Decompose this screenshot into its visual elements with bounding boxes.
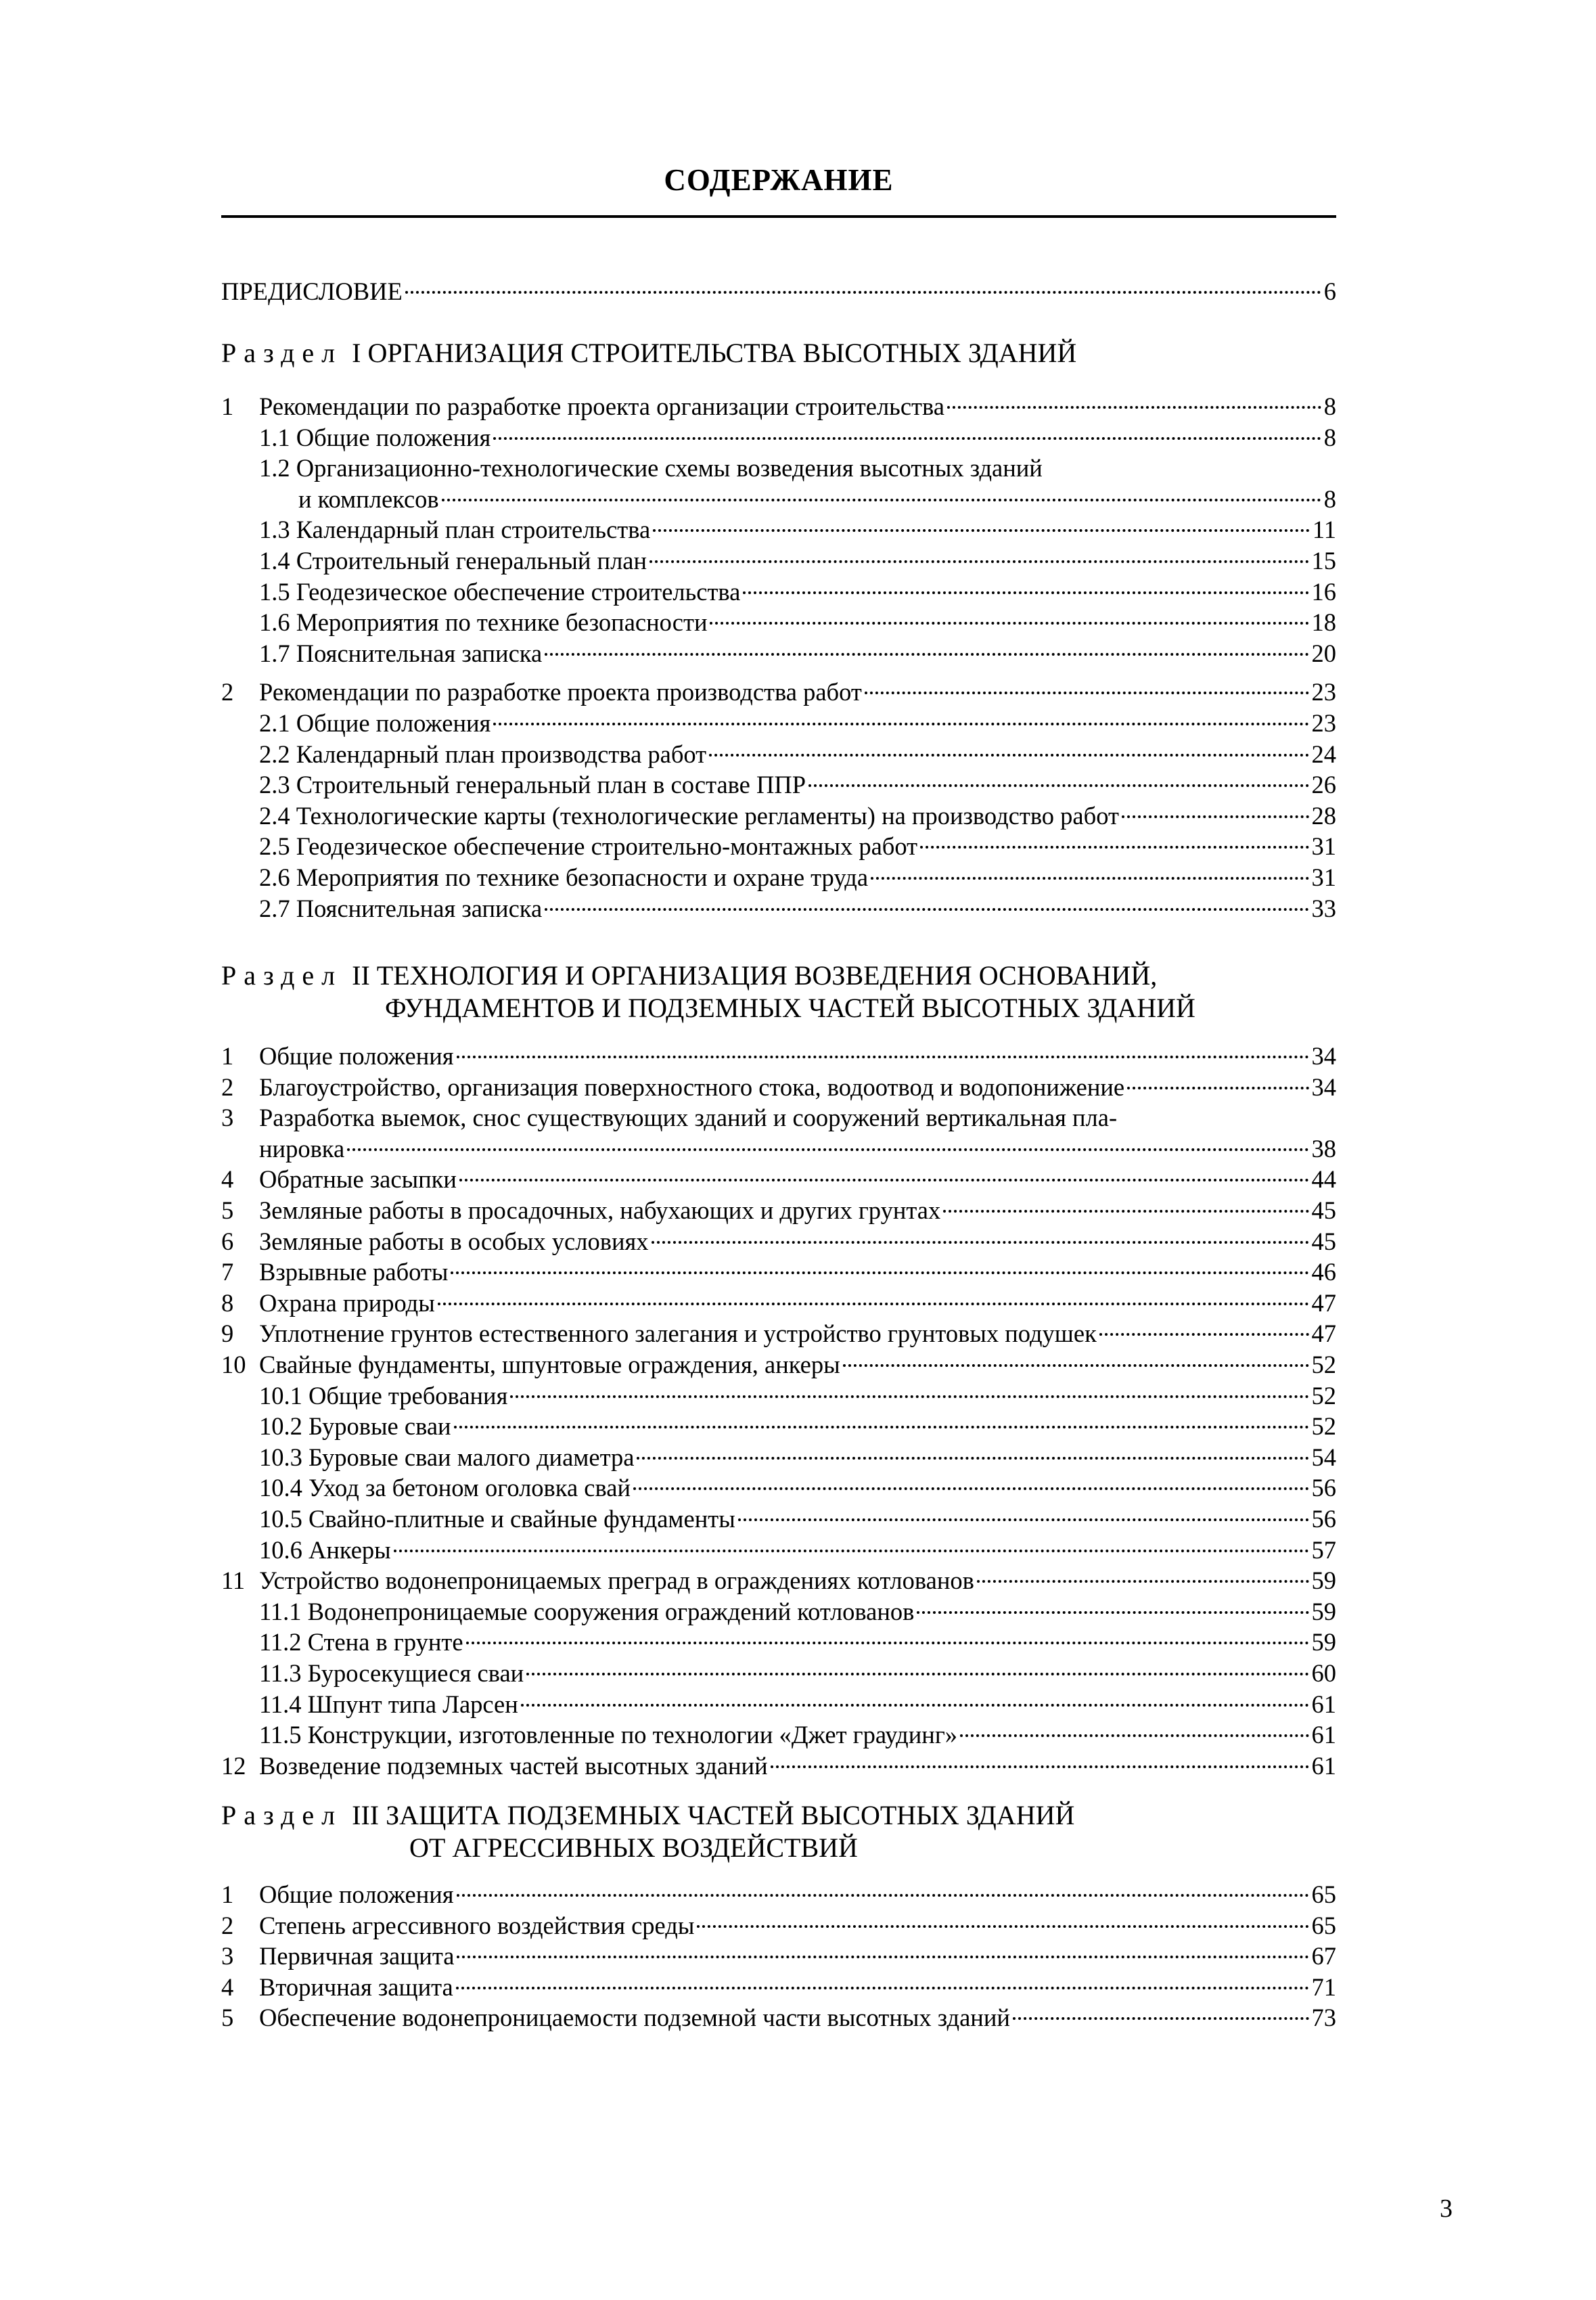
title-rule — [221, 215, 1336, 218]
entry-page: 20 — [1311, 639, 1336, 667]
toc-entry[interactable] — [221, 1719, 1336, 1751]
entry-page: 44 — [1311, 1165, 1336, 1194]
dot-leader — [454, 1426, 1309, 1428]
entry-text: 2.2 Календарный план производства работ — [259, 740, 707, 768]
entry-page: 52 — [1311, 1381, 1336, 1410]
dot-leader — [438, 1303, 1309, 1305]
dot-leader — [459, 1179, 1309, 1181]
entry-number: 7 — [221, 1258, 234, 1286]
dot-leader — [456, 1987, 1309, 1989]
entry-text: 1.7 Пояснительная записка — [259, 639, 543, 667]
toc-entry[interactable] — [221, 1164, 1336, 1195]
entry-page: 61 — [1311, 1751, 1336, 1780]
entry-page: 46 — [1311, 1258, 1336, 1286]
entry-page: 31 — [1311, 863, 1336, 891]
entry-text: 11.1 Водонепроницаемые сооружения ограждений котлованов — [259, 1597, 915, 1625]
entry-page: 52 — [1311, 1351, 1336, 1378]
section-title-line: ОТ АГРЕССИВНЫХ ВОЗДЕЙСТВИЙ — [409, 1832, 858, 1863]
toc-entry[interactable] — [221, 1472, 1336, 1504]
toc-entry-continuation[interactable] — [221, 484, 1336, 515]
entry-number: 6 — [221, 1227, 234, 1255]
entry-page: 61 — [1311, 1721, 1336, 1749]
dot-leader — [442, 499, 1321, 501]
entry-text: Вторичная защита — [259, 1972, 453, 2001]
toc-entry[interactable] — [221, 514, 1336, 545]
entry-text: Первичная защита — [259, 1942, 455, 1970]
section-title-line: ОРГАНИЗАЦИЯ СТРОИТЕЛЬСТВА ВЫСОТНЫХ ЗДАНИЙ — [367, 338, 1077, 368]
toc-entry[interactable] — [221, 1041, 1336, 1072]
entry-page: 24 — [1311, 740, 1336, 768]
toc-entry[interactable] — [221, 1596, 1336, 1627]
entry-number: 1 — [221, 1880, 234, 1908]
toc-entry[interactable] — [221, 1565, 1336, 1596]
entry-text: 1.3 Календарный план строительства — [259, 516, 651, 544]
entry-page: 71 — [1311, 1972, 1336, 2001]
section-heading-1 — [221, 336, 1076, 370]
section-label: Раздел — [221, 338, 343, 368]
entry-page: 23 — [1311, 709, 1336, 737]
entry-page: 8 — [1323, 392, 1336, 420]
toc-entry[interactable] — [221, 677, 1336, 708]
dot-leader — [347, 1148, 1308, 1151]
entry-page: 45 — [1311, 1196, 1336, 1224]
toc-entry-preface[interactable] — [221, 276, 1336, 307]
dot-leader — [738, 1518, 1309, 1521]
dot-leader — [771, 1765, 1309, 1768]
dot-leader — [1013, 2017, 1309, 2020]
entry-text-continuation: нировка — [259, 1134, 345, 1163]
entry-text: 1.2 Организационно-технологические схемы возведения высотных зданий — [259, 454, 1043, 482]
entry-number: 3 — [221, 1942, 234, 1970]
dot-leader — [545, 653, 1308, 656]
dot-leader — [649, 560, 1308, 563]
entry-number: 1 — [221, 392, 234, 420]
dot-leader — [526, 1673, 1308, 1675]
entry-text: Земляные работы в особых условиях — [259, 1227, 649, 1255]
entry-page: 33 — [1311, 894, 1336, 922]
section-roman: II — [352, 960, 370, 991]
dot-leader — [843, 1364, 1309, 1367]
toc-entry[interactable] — [221, 1102, 1336, 1133]
entry-number: 1 — [221, 1042, 234, 1070]
section-label: Раздел — [221, 960, 343, 991]
toc-entry[interactable] — [221, 1380, 1336, 1412]
dot-leader — [545, 908, 1308, 911]
entry-text: 11.2 Стена в грунте — [259, 1628, 463, 1656]
toc-entry[interactable] — [221, 831, 1336, 862]
entry-page: 11 — [1312, 516, 1336, 544]
entry-number: 4 — [221, 1165, 234, 1194]
entry-text: Взрывные работы — [259, 1258, 449, 1286]
entry-text: 10.4 Уход за бетоном оголовка свай — [259, 1474, 631, 1502]
entry-text: 2.1 Общие положения — [259, 709, 491, 737]
toc-entry[interactable] — [221, 1751, 1336, 1782]
toc-entry[interactable] — [221, 1072, 1336, 1103]
section-title-line: ТЕХНОЛОГИЯ И ОРГАНИЗАЦИЯ ВОЗВЕДЕНИЯ ОСНОВАНИЙ, — [376, 960, 1158, 991]
entry-text: Земляные работы в просадочных, набухающих и других грунтах — [259, 1196, 941, 1224]
entry-text: Возведение подземных частей высотных зданий — [259, 1751, 768, 1780]
dot-leader — [808, 784, 1308, 787]
toc-entry[interactable] — [221, 862, 1336, 893]
entry-page: 8 — [1323, 423, 1336, 451]
dot-leader — [710, 622, 1308, 625]
entry-page: 57 — [1311, 1535, 1336, 1564]
entry-page: 18 — [1311, 608, 1336, 637]
entry-text: Устройство водонепроницаемых преград в ограждениях котлованов — [259, 1566, 974, 1595]
entry-page: 23 — [1311, 678, 1336, 706]
dot-leader — [743, 591, 1308, 594]
entry-text: Рекомендации по разработке проекта организации строительства — [259, 392, 944, 420]
toc-entry[interactable] — [221, 1288, 1336, 1319]
dot-leader — [947, 406, 1321, 409]
dot-leader — [709, 754, 1308, 757]
entry-text: 11.3 Буросекущиеся сваи — [259, 1659, 524, 1687]
entry-page: 47 — [1311, 1320, 1336, 1348]
entry-number: 5 — [221, 1196, 234, 1224]
entry-number: 10 — [221, 1351, 246, 1378]
entry-number: 2 — [221, 1911, 234, 1939]
dot-leader — [917, 1611, 1308, 1614]
entry-page: 73 — [1311, 2004, 1336, 2032]
entry-text: 11.4 Шпунт типа Ларсен — [259, 1690, 518, 1718]
entry-page: 6 — [1323, 277, 1336, 305]
section-roman: I — [352, 338, 361, 368]
dot-leader — [633, 1487, 1309, 1490]
entry-number: 9 — [221, 1320, 234, 1348]
toc-entry[interactable] — [221, 1658, 1336, 1689]
toc-entry[interactable] — [221, 1411, 1336, 1442]
entry-page: 34 — [1311, 1042, 1336, 1070]
entry-page: 34 — [1311, 1073, 1336, 1101]
entry-page: 38 — [1311, 1134, 1336, 1163]
toc-entry[interactable] — [221, 1910, 1336, 1941]
dot-leader — [697, 1925, 1308, 1928]
entry-text: 10.2 Буровые сваи — [259, 1412, 451, 1441]
entry-text: 1.1 Общие положения — [259, 423, 491, 451]
toc-entry[interactable] — [221, 739, 1336, 770]
toc-entry[interactable] — [221, 1226, 1336, 1257]
entry-text: Общие положения — [259, 1880, 454, 1908]
toc-entry[interactable] — [221, 1879, 1336, 1910]
toc-entry[interactable] — [221, 1627, 1336, 1658]
entry-text: Благоустройство, организация поверхностного стока, водоотвод и водопонижение — [259, 1073, 1125, 1101]
entry-page: 16 — [1311, 577, 1336, 606]
entry-number: 8 — [221, 1288, 234, 1317]
entry-page: 28 — [1311, 801, 1336, 830]
dot-leader — [457, 1956, 1308, 1958]
entry-page: 52 — [1311, 1412, 1336, 1441]
dot-leader — [977, 1580, 1309, 1583]
dot-leader — [493, 723, 1308, 725]
dot-leader — [521, 1704, 1309, 1707]
section-heading-3-line-2 — [409, 1831, 858, 1865]
entry-text: 1.6 Мероприятия по технике безопасности — [259, 608, 708, 637]
dot-leader — [405, 291, 1321, 294]
entry-text: Обратные засыпки — [259, 1165, 457, 1194]
entry-number: 5 — [221, 2004, 234, 2032]
entry-text: 10.6 Анкеры — [259, 1535, 391, 1564]
entry-text: Рекомендации по разработке проекта производства работ — [259, 678, 862, 706]
dot-leader — [466, 1642, 1309, 1644]
entry-text: 10.5 Свайно-плитные и свайные фундаменты — [259, 1505, 735, 1533]
entry-page: 26 — [1311, 771, 1336, 799]
dot-leader — [457, 1894, 1309, 1897]
entry-page: 8 — [1323, 484, 1336, 513]
toc-entry[interactable] — [221, 893, 1336, 924]
entry-text: Охрана природы — [259, 1288, 435, 1317]
toc-entry-continuation[interactable] — [221, 1133, 1336, 1165]
toc-entry[interactable] — [221, 1504, 1336, 1535]
entry-text: Общие положения — [259, 1042, 454, 1070]
entry-page: 65 — [1311, 1911, 1336, 1939]
toc-entry[interactable] — [221, 422, 1336, 453]
dot-leader — [1099, 1333, 1309, 1336]
entry-text: 1.5 Геодезическое обеспечение строительства — [259, 577, 741, 606]
entry-text: ПРЕДИСЛОВИЕ — [221, 277, 403, 305]
toc-entry[interactable] — [221, 1442, 1336, 1473]
entry-text: 2.7 Пояснительная записка — [259, 894, 543, 922]
dot-leader — [920, 846, 1308, 849]
dot-leader — [652, 1241, 1309, 1244]
toc-entry[interactable] — [221, 1349, 1336, 1380]
dot-leader — [943, 1210, 1308, 1213]
section-heading-2 — [221, 959, 1157, 993]
toc-entry[interactable] — [221, 801, 1336, 832]
dot-leader — [1122, 815, 1309, 818]
toc-entry[interactable] — [221, 577, 1336, 608]
section-roman: III — [352, 1800, 380, 1830]
toc-title: СОДЕРЖАНИЕ — [664, 163, 894, 197]
entry-number: 4 — [221, 1972, 234, 2001]
toc-entry[interactable] — [221, 545, 1336, 577]
entry-page: 31 — [1311, 832, 1336, 861]
toc-entry[interactable] — [221, 2002, 1336, 2033]
entry-page: 59 — [1311, 1566, 1336, 1595]
entry-number: 11 — [221, 1566, 246, 1595]
dot-leader — [960, 1734, 1308, 1737]
entry-text: Уплотнение грунтов естественного залегания и устройство грунтовых подушек — [259, 1320, 1097, 1348]
page-number: 3 — [1440, 2194, 1453, 2223]
entry-text: 1.4 Строительный генеральный план — [259, 547, 647, 574]
entry-page: 60 — [1311, 1659, 1336, 1687]
dot-leader — [510, 1395, 1308, 1398]
entry-number: 2 — [221, 1073, 234, 1101]
section-heading-3 — [221, 1799, 1074, 1832]
entry-text: Свайные фундаменты, шпунтовые ограждения, анкеры — [259, 1351, 840, 1378]
dot-leader — [457, 1056, 1309, 1058]
section-title-line: ФУНДАМЕНТОВ И ПОДЗЕМНЫХ ЧАСТЕЙ ВЫСОТНЫХ ЗДАНИЙ — [385, 993, 1195, 1023]
entry-page: 56 — [1311, 1505, 1336, 1533]
toc-entry[interactable] — [221, 453, 1336, 484]
entry-text: Степень агрессивного воздействия среды — [259, 1911, 695, 1939]
entry-page: 59 — [1311, 1628, 1336, 1656]
dot-leader — [1127, 1087, 1308, 1089]
entry-text-continuation: и комплексов — [298, 484, 439, 513]
dot-leader — [653, 529, 1310, 532]
entry-page: 56 — [1311, 1474, 1336, 1502]
entry-text: 2.6 Мероприятия по технике безопасности и охране труда — [259, 863, 869, 891]
entry-text: 10.1 Общие требования — [259, 1381, 508, 1410]
section-title-line: ЗАЩИТА ПОДЗЕМНЫХ ЧАСТЕЙ ВЫСОТНЫХ ЗДАНИЙ — [386, 1800, 1075, 1830]
toc-entry[interactable] — [221, 1318, 1336, 1349]
entry-number: 3 — [221, 1104, 234, 1132]
toc-entry[interactable] — [221, 638, 1336, 669]
dot-leader — [394, 1550, 1309, 1552]
toc-entry[interactable] — [221, 769, 1336, 801]
entry-number: 2 — [221, 678, 234, 706]
toc-entry[interactable] — [221, 391, 1336, 422]
toc-entry[interactable] — [221, 1972, 1336, 2003]
toc-entry[interactable] — [221, 1535, 1336, 1566]
dot-leader — [865, 692, 1309, 694]
entry-text: 2.4 Технологические карты (технологические регламенты) на производство работ — [259, 801, 1119, 830]
section-label: Раздел — [221, 1800, 343, 1830]
entry-page: 45 — [1311, 1227, 1336, 1255]
entry-text: Разработка выемок, снос существующих зданий и сооружений вертикальная пла- — [259, 1104, 1118, 1132]
toc-entry[interactable] — [221, 1257, 1336, 1288]
dot-leader — [451, 1271, 1308, 1274]
entry-page: 59 — [1311, 1597, 1336, 1625]
entry-page: 65 — [1311, 1880, 1336, 1908]
dot-leader — [493, 437, 1321, 440]
section-heading-2-line-2 — [385, 991, 1195, 1025]
toc-entry[interactable] — [221, 607, 1336, 638]
entry-page: 54 — [1311, 1443, 1336, 1471]
toc-entry[interactable] — [221, 1941, 1336, 1972]
entry-text: Обеспечение водонепроницаемости подземной части высотных зданий — [259, 2004, 1010, 2032]
entry-page: 67 — [1311, 1942, 1336, 1970]
entry-text: 2.3 Строительный генеральный план в составе ППР — [259, 771, 806, 799]
toc-entry[interactable] — [221, 708, 1336, 739]
entry-text: 2.5 Геодезическое обеспечение строительно-монтажных работ — [259, 832, 918, 861]
dot-leader — [871, 877, 1308, 880]
entry-number: 12 — [221, 1751, 246, 1780]
dot-leader — [637, 1457, 1308, 1460]
entry-page: 47 — [1311, 1288, 1336, 1317]
entry-page: 15 — [1311, 547, 1336, 574]
entry-page: 61 — [1311, 1690, 1336, 1718]
toc-entry[interactable] — [221, 1195, 1336, 1226]
entry-text: 11.5 Конструкции, изготовленные по технологии «Джет граудинг» — [259, 1721, 958, 1749]
toc-entry[interactable] — [221, 1689, 1336, 1720]
entry-text: 10.3 Буровые сваи малого диаметра — [259, 1443, 635, 1471]
